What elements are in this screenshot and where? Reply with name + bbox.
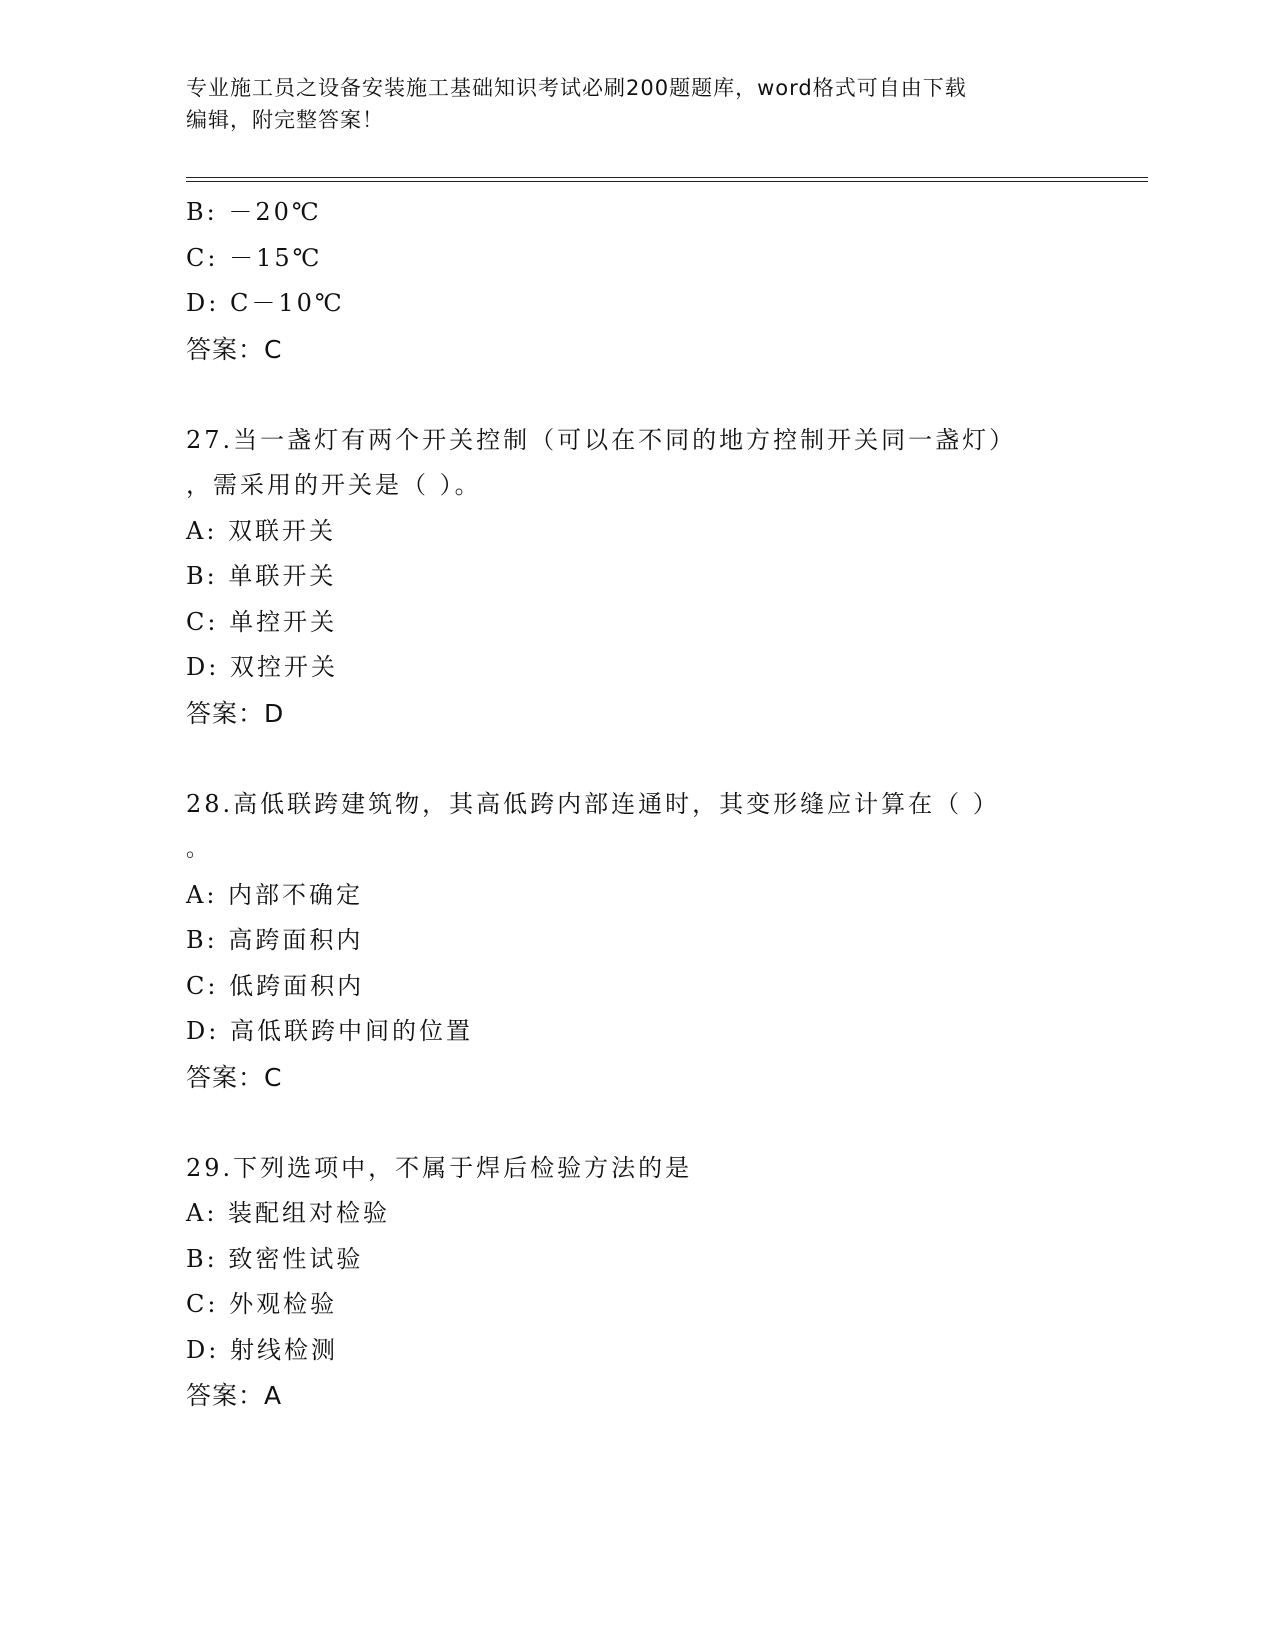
option-c: C: －15℃ xyxy=(186,243,323,272)
question-stem-line-2: 。 xyxy=(186,837,212,862)
question-stem-line-2: ，需采用的开关是（ ）。 xyxy=(186,471,482,499)
option-c: C: 外观检验 xyxy=(186,1290,338,1318)
option-b: B: 高跨面积内 xyxy=(186,926,364,954)
answer-line: 答案：D xyxy=(186,698,285,728)
question-26 xyxy=(186,190,1086,372)
option-b: B: 单联开关 xyxy=(186,562,337,590)
answer-line: 答案：C xyxy=(186,1062,283,1092)
header-divider-bottom xyxy=(186,181,1148,182)
option-a: A: 内部不确定 xyxy=(186,880,364,909)
option-b: B: 致密性试验 xyxy=(186,1244,364,1273)
question-list xyxy=(186,190,1086,1419)
header-divider-top xyxy=(186,177,1148,178)
document-header xyxy=(186,72,1066,136)
question-stem-line-1: 29.下列选项中，不属于焊后检验方法的是 xyxy=(186,1153,693,1182)
option-d: D: 射线检测 xyxy=(186,1335,338,1364)
option-c: C: 单控开关 xyxy=(186,607,338,636)
question-stem-line-1: 27.当一盏灯有两个开关控制（可以在不同的地方控制开关同一盏灯） xyxy=(186,425,1017,454)
answer-line: 答案：A xyxy=(186,1381,283,1410)
option-b: B: －20℃ xyxy=(186,198,322,226)
question-spacer xyxy=(186,1100,1086,1146)
option-a: A: 装配组对检验 xyxy=(186,1199,391,1227)
question-stem-line-1: 28.高低联跨建筑物，其高低跨内部连通时，其变形缝应计算在（ ） xyxy=(186,789,1000,818)
option-d: D: 双控开关 xyxy=(186,653,338,681)
answer-line: 答案：C xyxy=(186,334,283,364)
header-title-line-2: 编辑，附完整答案！ xyxy=(186,108,384,132)
option-c: C: 低跨面积内 xyxy=(186,971,365,1000)
option-d: D: C－10℃ xyxy=(186,289,345,317)
question-28 xyxy=(186,782,1086,1101)
option-d: D: 高低联跨中间的位置 xyxy=(186,1017,473,1045)
header-title-line-1: 专业施工员之设备安装施工基础知识考试必刷200题题库，word格式可自由下载 xyxy=(186,76,967,100)
question-27 xyxy=(186,418,1086,737)
question-spacer xyxy=(186,736,1086,782)
question-29 xyxy=(186,1146,1086,1419)
option-a: A: 双联开关 xyxy=(186,516,337,545)
question-spacer xyxy=(186,372,1086,418)
